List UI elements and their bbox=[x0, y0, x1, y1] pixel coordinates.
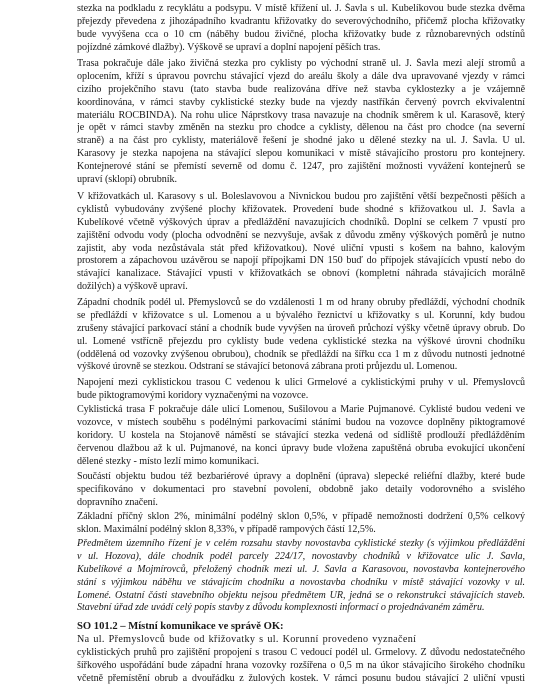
text-line: stávající kanalizace. Stávající vpusti v křižovatkách se obnoví (kompletní náhrada stávajících morálně bbox=[77, 268, 525, 280]
text-line: prostorem a zápachovou uzávěrou se napojí přípojkami DN 150 buď do přípojek stávajících vpustí nebo do bbox=[77, 255, 525, 267]
paragraph-6 bbox=[77, 404, 525, 468]
text-line: dožilých) a výškově upraví. bbox=[77, 281, 188, 293]
text-line: Stavební úřad zde uvádí celý popis stavby z důvodu komplexnosti informací o projednávaném záměru. bbox=[77, 602, 485, 614]
text-line: Součástí objektu budou též bezbariérové úpravy a doplnění (úprava) slepecké reliéfní dlažby, které bude bbox=[77, 471, 525, 482]
text-line: materiálu ROCBINDA). Na rohu ulice Náprstkovy trasa navazuje na chodník směrem k ul. Karasově, který bbox=[77, 109, 525, 121]
text-line: vozovce, v místech souběhu s podélnými parkovacími stáními budou na vozovce doplněny piktogramové bbox=[77, 416, 525, 428]
text-line: Předmětem územního řízení je v celém rozsahu stavby novostavba cyklistické stezky (s výjimkou předláždění bbox=[77, 538, 525, 549]
text-line: dělené stezky - místo lezlí mimo komunikaci. bbox=[77, 455, 259, 467]
text-line: zajištění odvodu vody (plocha odvodnění se nezvyšuje, avšak z důvodu změny výškových poměrů je nutno bbox=[77, 229, 525, 241]
text-line: cyklistických pruhů pro zajištění propojení s trasou C vedoucí podél ul. Grmelovy. Z důvodu nedostatečného bbox=[77, 646, 525, 658]
text-line: Kubelíkové a Mojmírovců, přeložený chodník mezi ul. J. Šavla a Karasovou, novostavba kontejnerového bbox=[77, 563, 525, 575]
text-line: Západní chodník podél ul. Přemyslovců se do vzdálenosti 1 m od hrany obruby předláždí, východní chodník bbox=[77, 297, 525, 308]
text-line: stání s výjimkou náběhu ve stávajícím chodníku a novostavba chodníku v místě stávající vozovky v ul. bbox=[77, 576, 525, 588]
paragraph-9-italic bbox=[77, 538, 525, 615]
paragraph-10 bbox=[77, 634, 525, 686]
text-line: stezka na podkladu z recyklátu a podsypu. V místě křížení ul. J. Šavla s ul. Kubelíkovou bude stezka dvěma bbox=[77, 3, 525, 14]
text-line: Kubelíkové včetně výškových úprav a předláždění navazujících chodníků. Doplní se celkem 7 vpustí pro bbox=[77, 216, 525, 228]
text-line: cyklistů vybudovány zvýšené plochy křižovatek. Provedení bude shodné s křižovatkou ul. J. Šavla a bbox=[77, 203, 525, 215]
text-line: V křižovatkách ul. Karasovy s ul. Boleslavovou a Nivnickou budou pro zajištění větší bezpečnosti pěších a bbox=[77, 191, 525, 202]
paragraph-5 bbox=[77, 377, 525, 403]
text-line: zajistit, aby voda nezůstávala stát před křižovatkou). Nové uliční vpusti s košem na bahno, kalovým bbox=[77, 242, 525, 254]
text-line: straně) a na část pro cyklisty, materiálově řešení je shodné jako u dělené stezky na ul. J. Šavla. U ul. bbox=[77, 135, 525, 147]
text-line: Karasovy je stezka napojena na stávající slepou komunikaci v místě stávajícího prostoru pro kontejnery. bbox=[77, 148, 525, 160]
text-line: koridory. U kostela na Stojanově náměstí se stávající stezka vedená od sídliště prodlouží předlážděním bbox=[77, 429, 525, 441]
paragraph-1 bbox=[77, 3, 525, 55]
text-line: bude vyvýšena cca o 10 cm (náběhy budou živičné, plocha křižovatky bude z různobarevných odstínů bbox=[77, 28, 525, 40]
text-line: (oddělená od vozovky zvýšenou obrubou), chodník se předláždí na šířku cca 1 m z důvodu nutnosti jednotné bbox=[77, 348, 525, 360]
text-line: sklon. Maximální podélný sklon 8,33%, v případě rampových částí 12,5%. bbox=[77, 523, 376, 535]
text-line: Cyklistická trasa F pokračuje dále ulicí Lomenou, Sušilovou a Marie Pujmanové. Cyklisté budou vedeni ve bbox=[77, 404, 525, 415]
text-line: včetně přemístění obrub a dvouřádku z žulových kostek. V rámci posunu budou stávající 2 uliční vpusti bbox=[77, 672, 525, 684]
section-heading: SO 101.2 – Místní komunikace ve správě OK: bbox=[77, 621, 284, 632]
text-line: Lomené. Ostatní části stavebního objektu nejsou předmětem ÚR, jedná se o rekonstrukci stávajících staveb. bbox=[77, 589, 525, 601]
paragraph-3 bbox=[77, 191, 525, 294]
paragraph-8 bbox=[77, 511, 525, 537]
text-line: Základní příčný sklon 2%, minimální podélný sklon 0,5%, v případě nemožnosti dodržení 0,5% celkový bbox=[77, 511, 525, 522]
text-line: upraví (sklopí) obrubník. bbox=[77, 174, 177, 186]
text-line: je opět v rámci stavby změněn na stezku pro chodce a cyklisty, dělenou na část pro chodce (na severní bbox=[77, 122, 525, 134]
text-line: šířkového uspořádání bude západní hrana vozovky rozšířena o 0,5 m na úkor stávajícího širokého chodníku bbox=[77, 659, 525, 671]
text-line: bude piktogramovými koridory vyznačenými na vozovce. bbox=[77, 389, 309, 401]
text-line: v ul. Hozova), dále chodník podél parcely 224/17, novostavby chodníků v křižovatce ulic J. Šavla, bbox=[77, 550, 525, 562]
text-line: oplocením, kříží s úpravou povrchu stávající vjezd do areálu školy a dále dva upravované vjezdy v rámci bbox=[77, 70, 525, 82]
text-line: se předláždí v křižovatce s ul. Lomenou a u bývalého řeznictví u křižovatky s ul. Korunní, kdy budou bbox=[77, 309, 525, 321]
paragraph-4 bbox=[77, 297, 525, 374]
text-line: pojízdné zámkové dlažby). Výškově se upraví a doplní napojení pěších tras. bbox=[77, 41, 381, 53]
paragraph-2 bbox=[77, 58, 525, 187]
text-line: specifikováno v dokumentaci pro stavební povolení, obdobně jako detaily vodorovného a svislého bbox=[77, 483, 525, 495]
text-line: Kontejnerové stání se přemístí severně od domu č. 1247, pro zajištění možnosti vyvážení kontejnerů se bbox=[77, 161, 525, 173]
text-line: zrušeny stávající parkovací stání a chodník bude vyvýšen na úroveň průchozí výšky včetně úpravy obrub. Do bbox=[77, 322, 525, 334]
text-line: ul. Lomené vstřícně přejezdu pro cyklisty bude vedena cyklistické stezka na výškové úrovni chodníku bbox=[77, 335, 525, 347]
text-line: Na ul. Přemyslovců bude od křižovatky s ul. Korunní provedeno vyznačení bbox=[77, 634, 417, 645]
text-line: výškové úrovně se stezkou. Odstraní se stávající betonová zábrana proti průjezdu ul. Lomenou. bbox=[77, 361, 458, 373]
text-line: Trasa pokračuje dále jako živičná stezka pro cyklisty po východní straně ul. J. Šavla mezi alejí stromů a bbox=[77, 58, 525, 69]
text-line: koordinována, v rámci stavby cyklistické stezky bude na vjezdy nastříkán červený povrch ekvivalentní bbox=[77, 96, 525, 108]
paragraph-7 bbox=[77, 471, 525, 510]
text-line: cizího projekčního stavu (tato stavba bude realizována dříve než stavba cyklostezky a je vzájemně bbox=[77, 83, 525, 95]
text-line: červenou dlažbou až k ul. Pujmanové, na konci úpravy bude vložena zapuštěná obruba evokující ukončení bbox=[77, 442, 525, 454]
text-line: přejezdy převedena z jihozápadního kvadrantu křižovatky do severovýchodního, přičemž plocha křižovatky bbox=[77, 15, 525, 27]
text-line: Napojení mezi cyklistickou trasou C vedenou k ulici Grmelové a cyklistickými pruhy v ul. Přemyslovců bbox=[77, 377, 525, 388]
text-line: dopravního značení. bbox=[77, 496, 158, 508]
